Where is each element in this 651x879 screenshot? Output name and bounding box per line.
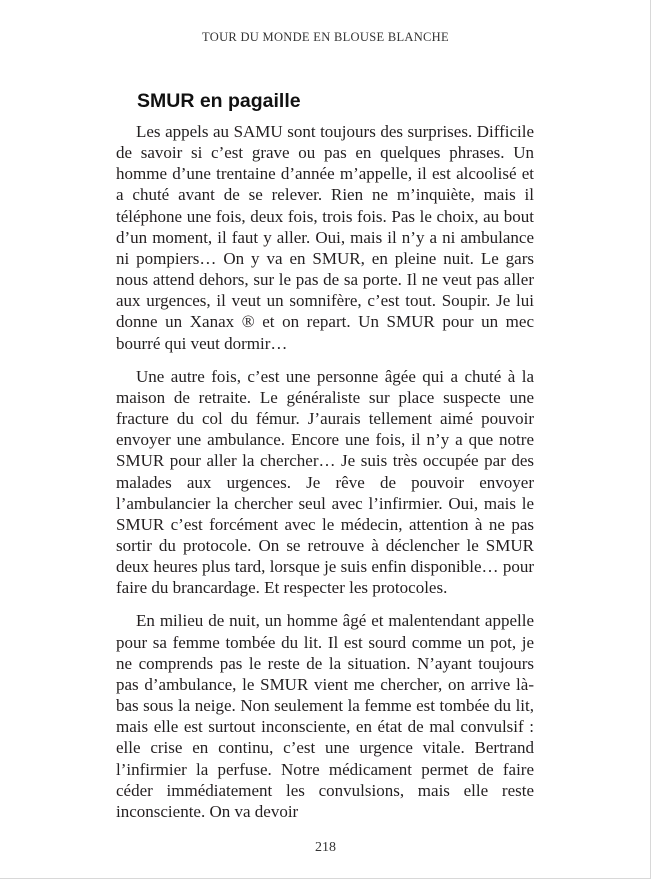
chapter-title: SMUR en pagaille — [137, 90, 301, 112]
body-text — [116, 121, 534, 822]
running-head: TOUR DU MONDE EN BLOUSE BLANCHE — [202, 30, 449, 44]
page-number: 218 — [315, 840, 336, 855]
paragraph: Les appels au SAMU sont toujours des surprises. Difficile de savoir si c’est grave ou pas en quelques phrases. Un homme d’une trentaine d’année m’appelle, il est alcoolisé et a chuté avant de se relever. Rien ne m’inquiète, mais il téléphone une fois, deux fois, trois fois. Pas le choix, au bout d’un moment, il faut y aller. Oui, mais il n’y a ni ambulance ni pompiers… On y va en SMUR, en pleine nuit. Le gars nous attend dehors, sur le pas de sa porte. Il ne veut pas aller aux urgences, il veut un somnifère, c’est tout. Soupir. Je lui donne un Xanax ® et on repart. Un SMUR pour un mec bourré qui veut dormir… — [116, 122, 534, 353]
paragraph: En milieu de nuit, un homme âgé et malentendant appelle pour sa femme tombée du lit. Il est sourd comme un pot, je ne comprends pas le reste de la situation. N’ayant toujours pas d’ambulance, le SMUR vient me chercher, on arrive là-bas sous la neige. Non seulement la femme est tombée du lit, mais elle est surtout inconsciente, en état de mal convulsif : elle crise en continu, c’est une urgence vitale. Bertrand l’infirmier la perfuse. Notre médicament permet de faire céder immédiatement les convulsions, mais elle reste inconsciente. On va devoir — [116, 611, 534, 821]
paragraph: Une autre fois, c’est une personne âgée qui a chuté à la maison de retraite. Le généraliste sur place suspecte une fracture du col du fémur. J’aurais tellement aimé pouvoir envoyer une ambulance. Encore une fois, il n’y a que notre SMUR pour aller la chercher… Je suis très occupée par des malades aux urgences. Je rêve de pouvoir envoyer l’ambulancier la chercher seul avec l’infirmier. Oui, mais le SMUR c’est forcément avec le médecin, attention à ne pas sortir du protocole. On se retrouve à déclencher le SMUR deux heures plus tard, lorsque je suis enfin disponible… pour faire du brancardage. Et respecter les protocoles. — [116, 366, 534, 598]
